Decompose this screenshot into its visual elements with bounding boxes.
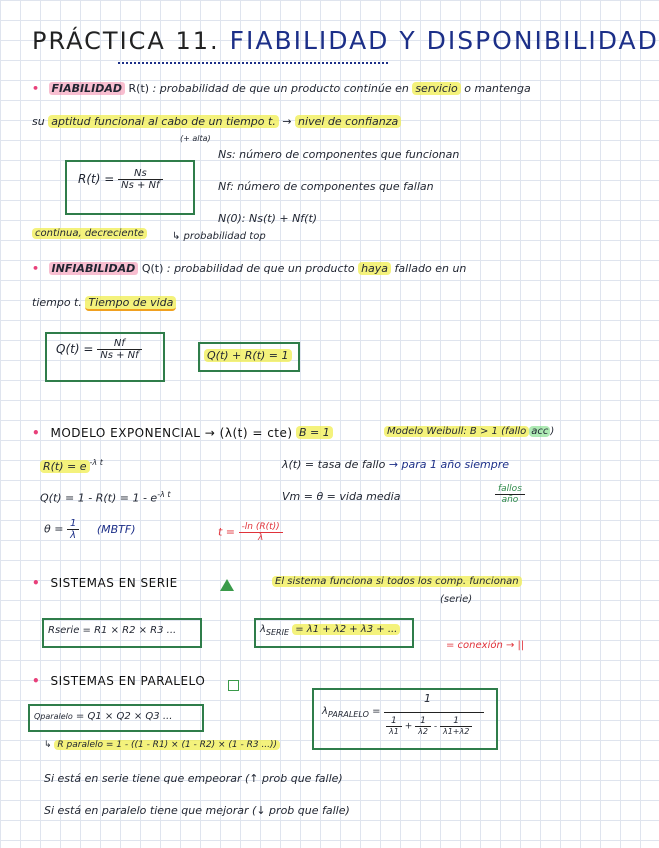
paralelo-heading-text: SISTEMAS EN PARALELO <box>50 674 206 688</box>
fiabilidad-formula <box>78 168 163 191</box>
mbtf-label: (MBTF) <box>96 522 136 536</box>
title-underline <box>118 62 388 64</box>
exponencial-heading-text: MODELO EXPONENCIAL → (λ(t) = cte) <box>50 426 293 440</box>
title-main: FIABILIDAD Y DISPONIBILIDAD <box>229 26 659 55</box>
fallos-numerator: fallos <box>495 484 525 495</box>
infiabilidad-line2-a: tiempo t. <box>32 296 82 309</box>
curve-note-2: ↳ probabilidad top <box>172 231 266 242</box>
term-1-den: λ1 <box>389 727 399 736</box>
serie-note <box>272 576 522 587</box>
q-exponential-exp: -λ t <box>157 490 171 499</box>
t-denominator: λ <box>257 533 264 543</box>
fiabilidad-term: FIABILIDAD <box>49 82 125 95</box>
serie-note-2: (serie) <box>440 594 473 605</box>
conclusion-paralelo: Si está en paralelo tiene que mejorar (↓ prob que falle) <box>44 804 350 817</box>
term-2-den: λ2 <box>418 727 428 736</box>
paralelo-l-lhs-wrap <box>322 706 380 719</box>
infiabilidad-symbol: Q(t) <box>141 262 164 275</box>
term-3-den: λ1+λ2 <box>442 727 470 736</box>
beta-text: B = 1 <box>296 426 333 439</box>
page-title <box>32 26 659 55</box>
formula-lhs: R(t) = <box>78 172 115 186</box>
fiabilidad-def-b: servicio <box>412 82 460 95</box>
bullet-dot: • <box>32 576 41 590</box>
infiabilidad-term: INFIABILIDAD <box>49 262 139 275</box>
serie-note-text: El sistema funciona si todos los comp. funcionan <box>272 576 522 587</box>
paralelo-l-denominator <box>386 716 472 736</box>
weibull-end: acc <box>531 426 549 437</box>
bullet-dot: • <box>32 674 41 688</box>
beta-label <box>296 426 333 439</box>
fallos-unit <box>495 484 525 505</box>
lambda-definition <box>282 458 509 471</box>
curve-note <box>32 228 147 239</box>
paralelo-l-lhs: λ <box>322 706 328 717</box>
formula-numerator: Ns <box>118 168 162 180</box>
term-1 <box>386 716 402 736</box>
curve-note-text: continua, decreciente <box>32 228 147 239</box>
bullet-dot: • <box>32 82 40 95</box>
paralelo-l-eq: = <box>372 706 381 717</box>
paralelo-r-text: R paralelo = 1 - ((1 - R1) × (1 - R2) × (1 - R3 ...)) <box>54 740 280 750</box>
paralelo-q-rhs: = Q1 × Q2 × Q3 ... <box>75 711 173 722</box>
formula-denominator: Ns + Nf <box>100 350 139 361</box>
warning-icon <box>220 574 234 593</box>
t-numerator: -ln (R(t)) <box>239 522 283 533</box>
formula-lhs: Q(t) = <box>56 342 94 356</box>
fiabilidad-line2-d: nivel de confianza <box>295 115 401 128</box>
fiabilidad-line-1 <box>32 82 531 95</box>
formula-fraction <box>118 168 162 191</box>
q-exponential <box>40 490 171 505</box>
lambda-def-text: λ(t) = tasa de fallo <box>282 458 386 471</box>
plus-sign: + <box>404 721 413 732</box>
paralelo-l-fraction-line <box>384 712 484 713</box>
square-icon <box>228 675 239 694</box>
fiabilidad-note-mas: (+ alta) <box>180 134 211 143</box>
term-3 <box>440 716 472 736</box>
term-2-num: 1 <box>415 716 431 727</box>
fiabilidad-line2-b: aptitud funcional al cabo de un tiempo t. <box>48 115 279 128</box>
identity <box>204 349 292 362</box>
fiabilidad-symbol: R(t) <box>128 82 150 95</box>
serie-r-formula: Rserie = R1 × R2 × R3 ... <box>48 625 177 636</box>
paralelo-r-formula <box>44 740 280 750</box>
fiabilidad-def-c: o mantenga <box>464 82 531 95</box>
t-formula <box>218 522 283 543</box>
t-lhs: t = <box>218 525 236 539</box>
nf-definition: Nf: número de componentes que fallan <box>218 180 434 193</box>
weibull-text: Modelo Weibull: B > 1 (fallo <box>384 426 529 437</box>
infiabilidad-line-1 <box>32 262 466 275</box>
fiabilidad-line2-c: → <box>282 115 292 128</box>
lambda-note: → para 1 año siempre <box>388 458 510 471</box>
infiabilidad-def-c: fallado en un <box>394 262 467 275</box>
bullet-dot: • <box>32 426 41 440</box>
q-exponential-eq: Q(t) = 1 - R(t) = 1 - e <box>40 491 158 505</box>
identity-text: Q(t) + R(t) = 1 <box>204 349 292 362</box>
theta-fraction <box>67 518 79 541</box>
minus-sign: - <box>433 721 438 732</box>
infiabilidad-def-a: : probabilidad de que un producto <box>166 262 355 275</box>
vm-definition: Vm = θ = vida media <box>282 490 401 503</box>
infiabilidad-def-b: haya <box>358 262 391 275</box>
paralelo-q-lhs: Qparalelo <box>34 712 73 721</box>
paralelo-l-sub: PARALELO <box>327 710 369 719</box>
serie-l-lhs: λ <box>260 624 266 635</box>
bullet-dot: • <box>32 262 40 275</box>
infiabilidad-line-2 <box>32 296 176 309</box>
paralelo-l-numerator: 1 <box>424 692 431 705</box>
formula-numerator: Nf <box>97 338 141 350</box>
exponencial-heading <box>32 426 293 440</box>
weibull-close: ) <box>550 426 555 437</box>
fiabilidad-def-a: : probabilidad de que un producto continúe en <box>152 82 409 95</box>
paralelo-q-formula <box>34 711 172 722</box>
fiabilidad-line-2 <box>32 115 401 128</box>
n0-definition: N(0): Ns(t) + Nf(t) <box>218 212 318 225</box>
conexion-note: = conexión → || <box>446 640 525 651</box>
formula-denominator: Ns + Nf <box>121 180 160 191</box>
fallos-fraction <box>495 484 525 505</box>
title-prefix: PRÁCTICA 11. <box>32 27 220 55</box>
conclusion-serie: Si está en serie tiene que empeorar (↑ prob que falle) <box>44 772 343 785</box>
ns-definition: Ns: número de componentes que funcionan <box>218 148 460 161</box>
weibull-note <box>384 426 554 437</box>
serie-l-formula <box>260 624 400 637</box>
infiabilidad-formula <box>56 338 142 361</box>
serie-l-rhs: = λ1 + λ2 + λ3 + ... <box>292 624 400 635</box>
fiabilidad-line2-a: su <box>32 115 45 128</box>
serie-l-sub: SERIE <box>265 628 290 637</box>
t-fraction <box>239 522 283 543</box>
r-exponential-lhs: R(t) = e <box>40 460 90 473</box>
theta-denominator: λ <box>70 530 77 541</box>
theta-lhs: θ = <box>44 522 64 536</box>
term-1-num: 1 <box>386 716 402 727</box>
theta-numerator: 1 <box>67 518 79 530</box>
fallos-denominator: año <box>501 495 519 505</box>
term-2 <box>415 716 431 736</box>
theta-formula <box>44 518 136 541</box>
r-exponential <box>40 458 103 473</box>
serie-heading-text: SISTEMAS EN SERIE <box>50 576 178 590</box>
formula-fraction <box>97 338 141 361</box>
paralelo-heading <box>32 674 205 688</box>
term-3-num: 1 <box>440 716 472 727</box>
infiabilidad-line2-b: Tiempo de vida <box>85 296 176 311</box>
paralelo-r-arrow: ↳ <box>44 740 55 750</box>
serie-heading <box>32 576 178 590</box>
r-exponential-exp: -λ t <box>89 458 103 467</box>
